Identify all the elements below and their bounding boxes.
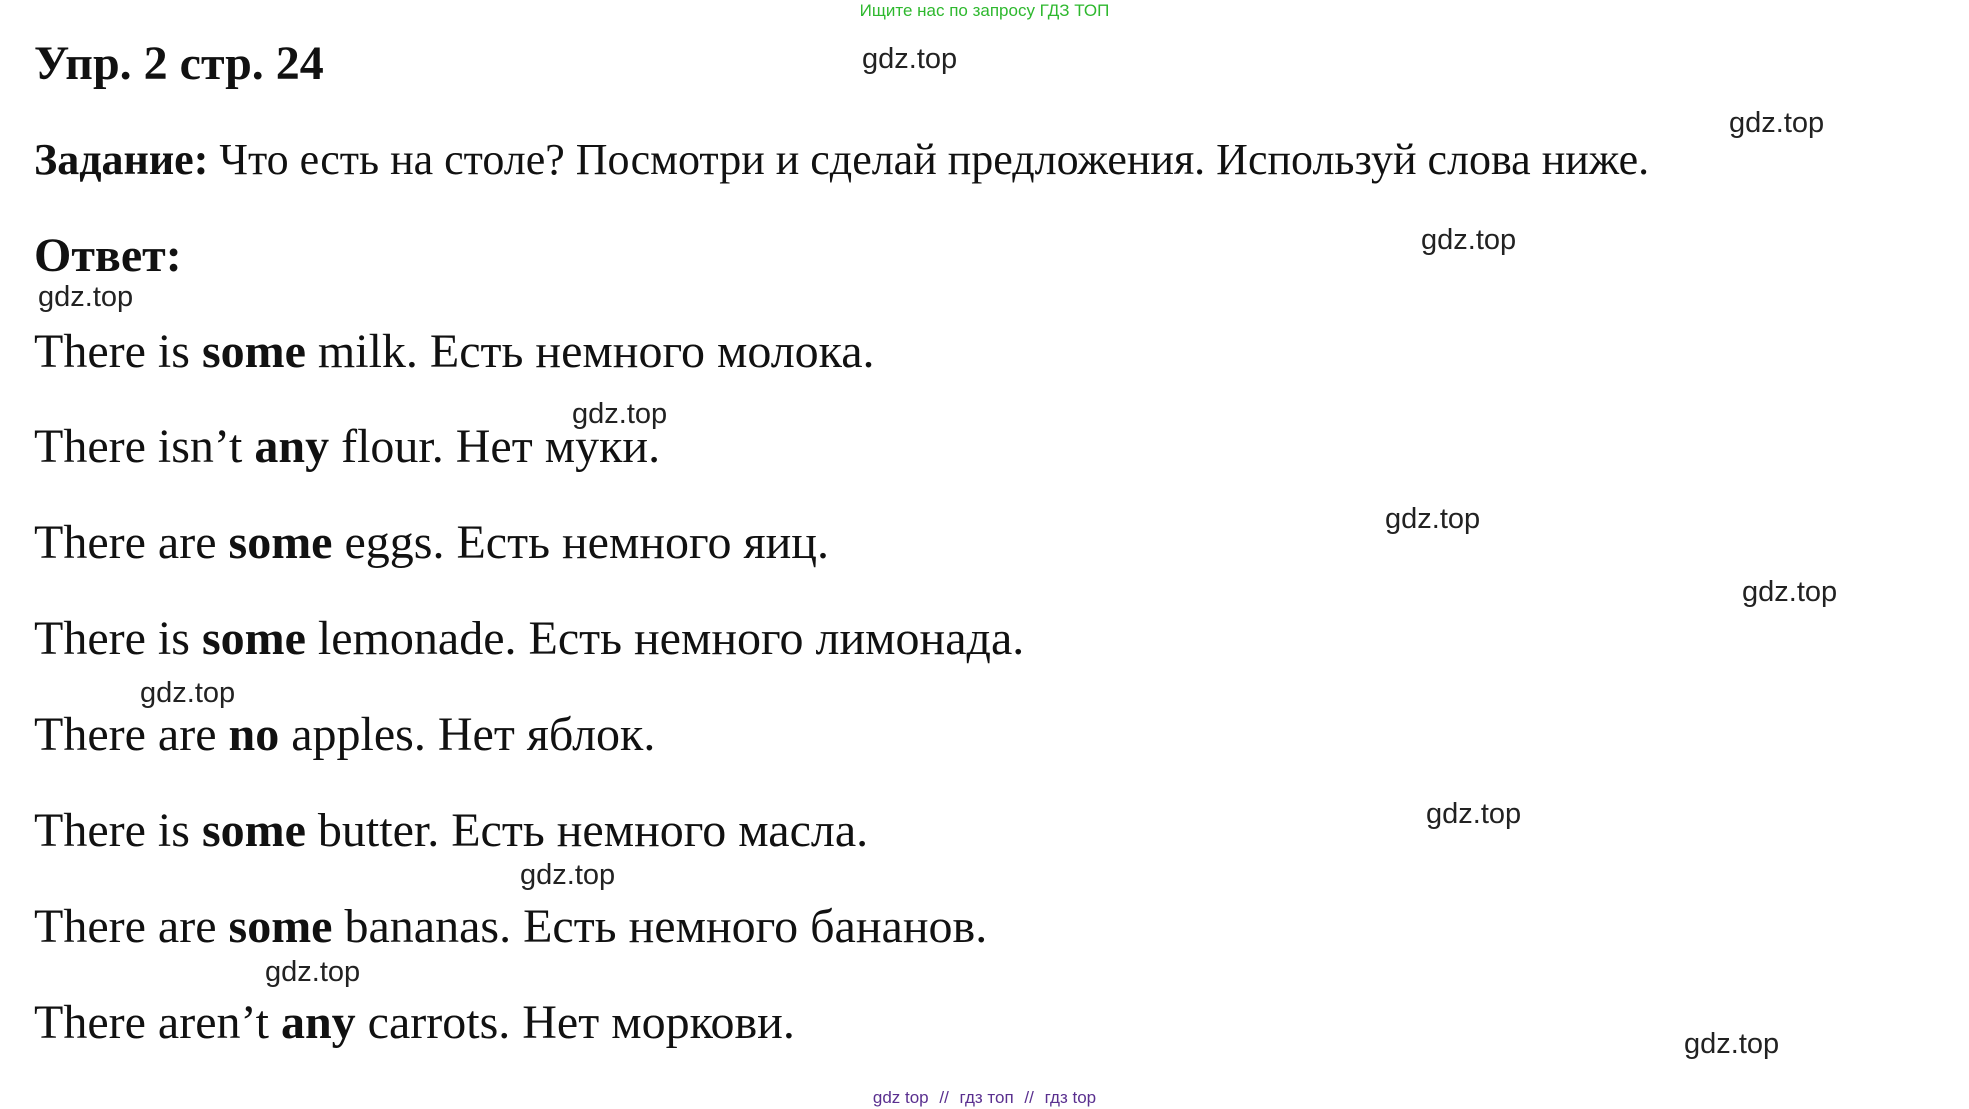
footer-item[interactable]: гдз топ [959, 1088, 1014, 1107]
sentence-start: There is [34, 804, 202, 857]
footer-links [0, 1088, 1969, 1108]
sentence-start: There isn’t [34, 420, 255, 473]
sentence-end: flour. Нет муки. [329, 420, 661, 473]
sentence-end: eggs. Есть немного яиц. [332, 516, 829, 569]
sentence-end: butter. Есть немного масла. [305, 804, 869, 857]
sentence-keyword: some [228, 900, 333, 953]
watermark: gdz.top [1385, 503, 1481, 535]
sentence-end: bananas. Есть немного бананов. [332, 900, 988, 953]
watermark: gdz.top [1421, 224, 1517, 256]
sentence-start: There are [34, 708, 229, 761]
watermark: gdz.top [265, 956, 361, 988]
answer-sentence-1 [34, 322, 875, 382]
watermark: gdz.top [140, 677, 236, 709]
sentence-end: milk. Есть немного молока. [305, 325, 875, 378]
watermark: gdz.top [1426, 798, 1522, 830]
answer-sentence-4 [34, 609, 1024, 669]
footer-separator: // [939, 1088, 949, 1107]
watermark: gdz.top [862, 43, 958, 75]
sentence-keyword: some [201, 804, 306, 857]
answer-label: Ответ: [34, 229, 182, 282]
sentence-keyword: no [228, 708, 280, 761]
sentence-keyword: any [280, 996, 356, 1049]
answer-sentence-8 [34, 993, 795, 1053]
footer-item[interactable]: гдз top [1044, 1088, 1097, 1107]
watermark: gdz.top [520, 859, 616, 891]
sentence-end: apples. Нет яблок. [279, 708, 656, 761]
answer-sentence-3 [34, 513, 829, 573]
watermark: gdz.top [38, 281, 134, 313]
watermark: gdz.top [1742, 576, 1838, 608]
answer-sentence-2 [34, 417, 660, 477]
sentence-start: There is [34, 612, 202, 665]
sentence-start: There are [34, 900, 229, 953]
task-label: Задание: [34, 135, 209, 184]
sentence-keyword: any [254, 420, 330, 473]
task-statement [34, 132, 1649, 188]
footer-separator: // [1024, 1088, 1034, 1107]
page-title: Упр. 2 стр. 24 [34, 37, 324, 90]
sentence-start: There aren’t [34, 996, 281, 1049]
sentence-end: carrots. Нет моркови. [355, 996, 795, 1049]
answer-sentence-5 [34, 705, 655, 765]
footer-item[interactable]: gdz top [872, 1088, 929, 1107]
task-text: Что есть на столе? Посмотри и сделай предложения. Используй слова ниже. [219, 135, 1650, 184]
watermark: gdz.top [1729, 107, 1825, 139]
answer-sentence-6 [34, 801, 868, 861]
sentence-keyword: some [201, 612, 306, 665]
sentence-start: There is [34, 325, 202, 378]
sentence-keyword: some [228, 516, 333, 569]
answer-sentence-7 [34, 897, 987, 957]
watermark: gdz.top [1684, 1028, 1780, 1060]
top-banner: Ищите нас по запросу ГДЗ ТОП [859, 1, 1110, 20]
sentence-end: lemonade. Есть немного лимонада. [305, 612, 1025, 665]
sentence-start: There are [34, 516, 229, 569]
watermark: gdz.top [572, 398, 668, 430]
sentence-keyword: some [201, 325, 306, 378]
